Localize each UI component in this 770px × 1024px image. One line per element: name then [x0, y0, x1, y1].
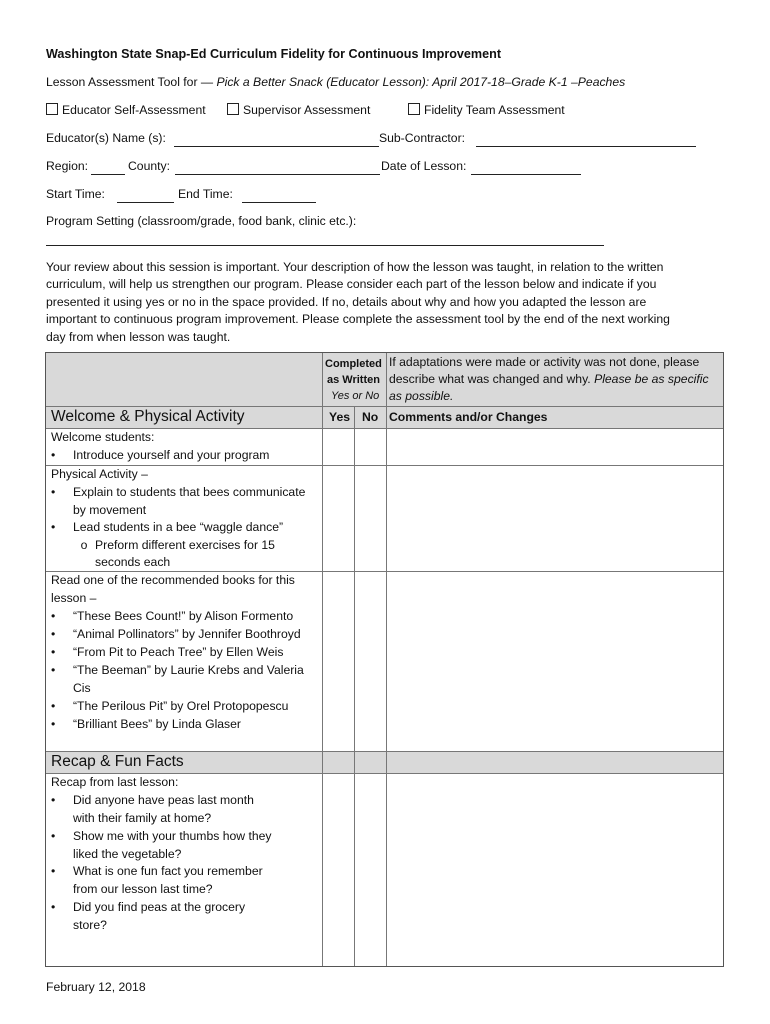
section-welcome-title: Welcome & Physical Activity [51, 408, 245, 425]
end-time-field[interactable] [242, 189, 316, 203]
recap-question: • Did anyone have peas last month [51, 793, 254, 807]
row4-no-cell[interactable] [355, 774, 386, 966]
recap-question-cont: with their family at home? [73, 811, 212, 825]
start-time-label: Start Time: [46, 187, 105, 201]
completed-header-3: Yes or No [331, 390, 380, 402]
book-item: • “Brilliant Bees” by Linda Glaser [51, 717, 241, 731]
lesson-line [46, 75, 625, 89]
recap-question-cont: liked the vegetable? [73, 847, 182, 861]
row-physical-bullet-1-cont: by movement [73, 503, 147, 517]
row-physical-sub-bullet-cont: seconds each [95, 555, 171, 569]
county-field[interactable] [175, 161, 380, 175]
row2-no-cell[interactable] [355, 466, 386, 571]
program-setting-label: Program Setting (classroom/grade, food bank, clinic etc.): [46, 214, 357, 228]
county-label: County: [128, 159, 171, 173]
checkbox-fidelity-team[interactable]: Fidelity Team Assessment [408, 103, 565, 117]
row-books-heading-2: lesson – [51, 591, 97, 605]
row4-yes-cell[interactable] [323, 774, 354, 966]
instructions-paragraph: Your review about this session is important. Your description of how the lesson was taught, in relation to the written curriculum, will help us strengthen our program. Please consider each part of the lesson below and indicate if you presented it using yes or no in the space provided. If no, details about why and how you adapted the lesson are important to continuous program improvement. Please complete the assessment tool by the end of the next working day from when lesson was taught. [46, 260, 670, 344]
recap-question-cont: from our lesson last time? [73, 882, 213, 896]
row4-comments-cell[interactable] [387, 774, 723, 966]
lesson-prefix: Lesson Assessment Tool for — [46, 75, 217, 89]
row-physical-heading: Physical Activity – [51, 467, 148, 481]
end-time-label: End Time: [178, 187, 233, 201]
date-label: Date of Lesson: [381, 159, 467, 173]
educator-name-label: Educator(s) Name (s): [46, 131, 166, 145]
lesson-name: Pick a Better Snack (Educator Lesson): April 2017-18–Grade K-1 –Peaches [216, 75, 626, 89]
row2-comments-cell[interactable] [387, 466, 723, 571]
row3-no-cell[interactable] [355, 572, 386, 751]
row1-comments-cell[interactable] [387, 429, 723, 465]
row1-no-cell[interactable] [355, 429, 386, 465]
row3-comments-cell[interactable] [387, 572, 723, 751]
no-header: No [362, 410, 379, 424]
row-physical-sub-bullet: o Preform different exercises for 15 [80, 538, 275, 552]
adapt-header-1: If adaptations were made or activity was not done, please [389, 355, 700, 369]
region-label: Region: [46, 159, 89, 173]
start-time-field[interactable] [117, 189, 174, 203]
row1-yes-cell[interactable] [323, 429, 354, 465]
recap-question: • Show me with your thumbs how they [51, 829, 272, 843]
date-field[interactable] [471, 161, 581, 175]
row-recap-heading: Recap from last lesson: [51, 775, 179, 789]
subcontractor-field[interactable] [476, 133, 696, 147]
adapt-header-3: as possible. [389, 389, 454, 403]
book-item: • “These Bees Count!” by Alison Formento [51, 609, 294, 623]
checkbox-educator-self[interactable]: Educator Self-Assessment [46, 103, 206, 117]
row-physical-bullet-1: • Explain to students that bees communicate [51, 485, 306, 499]
book-item: • “Animal Pollinators” by Jennifer Boothroyd [51, 627, 301, 641]
row-welcome-bullet: • Introduce yourself and your program [51, 448, 270, 462]
subcontractor-label: Sub-Contractor: [379, 131, 466, 145]
checkbox-icon[interactable] [46, 103, 58, 115]
checkbox-icon[interactable] [227, 103, 239, 115]
row-books-heading-1: Read one of the recommended books for this [51, 573, 295, 587]
row-physical-bullet-2: • Lead students in a bee “waggle dance” [51, 520, 284, 534]
book-item-cont: Cis [73, 681, 91, 695]
book-item: • “The Beeman” by Laurie Krebs and Valeria [51, 663, 304, 677]
footer-date: February 12, 2018 [46, 980, 146, 994]
program-setting-field[interactable] [46, 232, 604, 246]
row2-yes-cell[interactable] [323, 466, 354, 571]
checkbox-supervisor[interactable]: Supervisor Assessment [227, 103, 370, 117]
row3-yes-cell[interactable] [323, 572, 354, 751]
region-field[interactable] [91, 161, 125, 175]
assessment-table [45, 352, 724, 967]
recap-question: • What is one fun fact you remember [51, 864, 263, 878]
checkbox-icon[interactable] [408, 103, 420, 115]
educator-name-field[interactable] [174, 133, 379, 147]
adapt-header-2: describe what was changed and why. Please be as specific [389, 372, 709, 386]
recap-question-cont: store? [73, 918, 107, 932]
completed-header-2: as Written [327, 374, 380, 386]
recap-question: • Did you find peas at the grocery [51, 900, 246, 914]
completed-header-1: Completed [325, 358, 382, 370]
book-item: • “The Perilous Pit” by Orel Protopopescu [51, 699, 289, 713]
comments-header: Comments and/or Changes [389, 410, 548, 424]
section-recap-title: Recap & Fun Facts [51, 753, 184, 770]
row-welcome-heading: Welcome students: [51, 430, 155, 444]
book-item: • “From Pit to Peach Tree” by Ellen Weis [51, 645, 284, 659]
yes-header: Yes [329, 410, 351, 424]
page-title: Washington State Snap-Ed Curriculum Fidelity for Continuous Improvement [46, 47, 502, 61]
